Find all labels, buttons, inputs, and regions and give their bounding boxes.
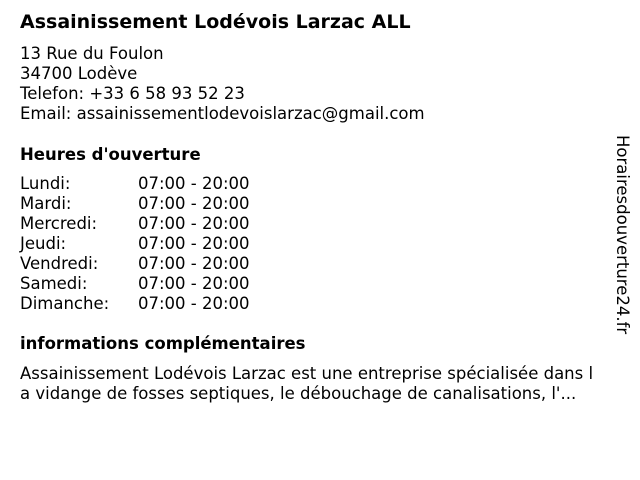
contact-block <box>20 44 425 124</box>
day-label: Vendredi: <box>20 254 99 273</box>
hours-row-thursday <box>20 234 320 254</box>
time-range: 07:00 - 20:00 <box>138 234 250 253</box>
time-range: 07:00 - 20:00 <box>138 214 250 233</box>
day-label: Dimanche: <box>20 294 110 313</box>
hours-row-friday <box>20 254 320 274</box>
day-label: Mercredi: <box>20 214 98 233</box>
opening-hours-heading: Heures d'ouverture <box>20 145 201 164</box>
phone-number: Telefon: +33 6 58 93 52 23 <box>20 84 245 103</box>
hours-row-tuesday <box>20 194 320 214</box>
time-range: 07:00 - 20:00 <box>138 274 250 293</box>
time-range: 07:00 - 20:00 <box>138 254 250 273</box>
email-address: Email: assainissementlodevoislarzac@gmail.com <box>20 104 425 123</box>
time-range: 07:00 - 20:00 <box>138 294 250 313</box>
business-description <box>20 364 593 404</box>
site-watermark <box>608 135 636 375</box>
time-range: 07:00 - 20:00 <box>138 194 250 213</box>
time-range: 07:00 - 20:00 <box>138 174 250 193</box>
hours-row-sunday <box>20 294 320 314</box>
day-label: Mardi: <box>20 194 72 213</box>
watermark-text: Horairesdouverture24.fr <box>613 135 632 335</box>
description-line: Assainissement Lodévois Larzac est une entreprise spécialisée dans l <box>20 364 594 383</box>
day-label: Samedi: <box>20 274 88 293</box>
description-line: a vidange de fosses septiques, le débouchage de canalisations, l'... <box>20 384 577 403</box>
day-label: Lundi: <box>20 174 71 193</box>
additional-info-heading: informations complémentaires <box>20 334 306 353</box>
hours-row-saturday <box>20 274 320 294</box>
city-postcode: 34700 Lodève <box>20 64 138 83</box>
opening-hours-list <box>20 174 320 314</box>
hours-row-wednesday <box>20 214 320 234</box>
business-name: Assainissement Lodévois Larzac ALL <box>20 11 411 33</box>
street-address: 13 Rue du Foulon <box>20 44 164 63</box>
hours-row-monday <box>20 174 320 194</box>
day-label: Jeudi: <box>20 234 67 253</box>
